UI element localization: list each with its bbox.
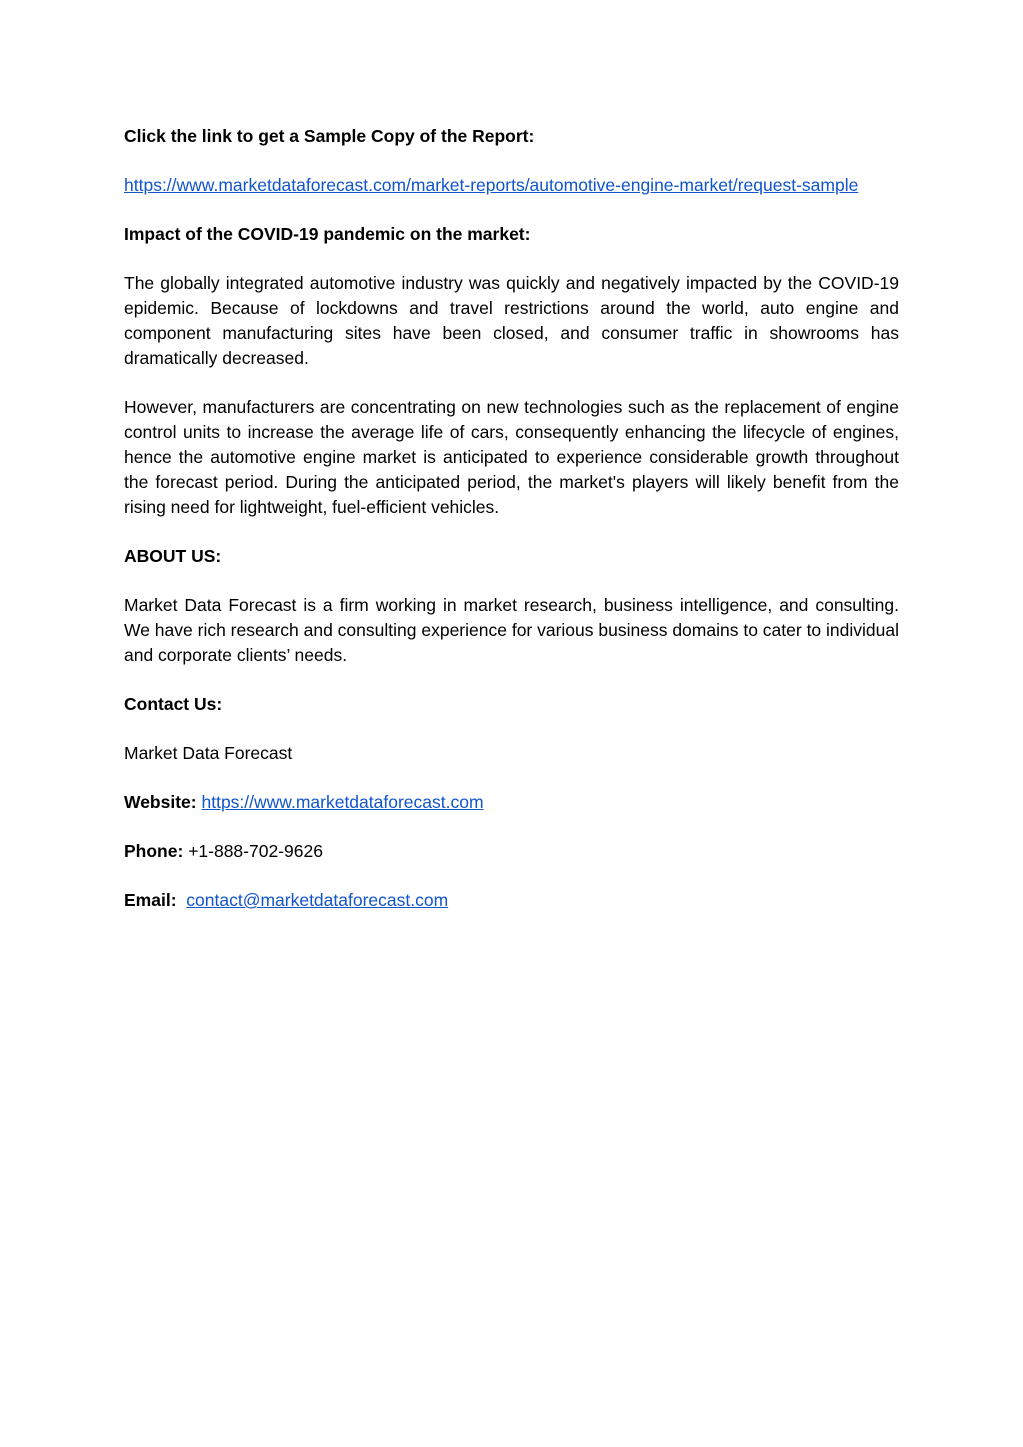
contact-heading: Contact Us:	[124, 694, 223, 714]
covid-paragraph-1: The globally integrated automotive industry was quickly and negatively impacted by the COVID-19 epidemic. Because of lockdowns and travel restrictions around the world, auto engine and component manufacturing sites have been closed, and consumer traffic in showrooms has dramatically decreased.	[124, 273, 899, 368]
document-page	[124, 124, 899, 937]
covid-heading: Impact of the COVID-19 pandemic on the market:	[124, 224, 531, 244]
company-name: Market Data Forecast	[124, 743, 293, 763]
phone-row	[124, 839, 899, 864]
email-link[interactable]: contact@marketdataforecast.com	[186, 890, 449, 910]
email-label: Email:	[124, 890, 177, 910]
email-row	[124, 888, 899, 913]
covid-paragraph-2: However, manufacturers are concentrating on new technologies such as the replacement of engine control units to increase the average life of cars, consequently enhancing the lifecycle of engines, hence the automotive engine market is anticipated to experience considerable growth throughout the forecast period. During the anticipated period, the market's players will likely benefit from the rising need for lightweight, fuel-efficient vehicles.	[124, 397, 899, 517]
phone-value: +1-888-702-9626	[188, 841, 323, 861]
phone-label: Phone:	[124, 841, 184, 861]
sample-link-block	[124, 173, 899, 198]
sample-heading: Click the link to get a Sample Copy of the Report:	[124, 126, 535, 146]
about-paragraph: Market Data Forecast is a firm working in market research, business intelligence, and consulting. We have rich research and consulting experience for various business domains to cater to individual and corporate clients’ needs.	[124, 595, 899, 665]
website-label: Website:	[124, 792, 197, 812]
sample-report-link[interactable]: https://www.marketdataforecast.com/market-reports/automotive-engine-market/request-sample	[124, 175, 859, 195]
about-heading: ABOUT US:	[124, 546, 222, 566]
website-row	[124, 790, 899, 815]
website-link[interactable]: https://www.marketdataforecast.com	[201, 792, 484, 812]
